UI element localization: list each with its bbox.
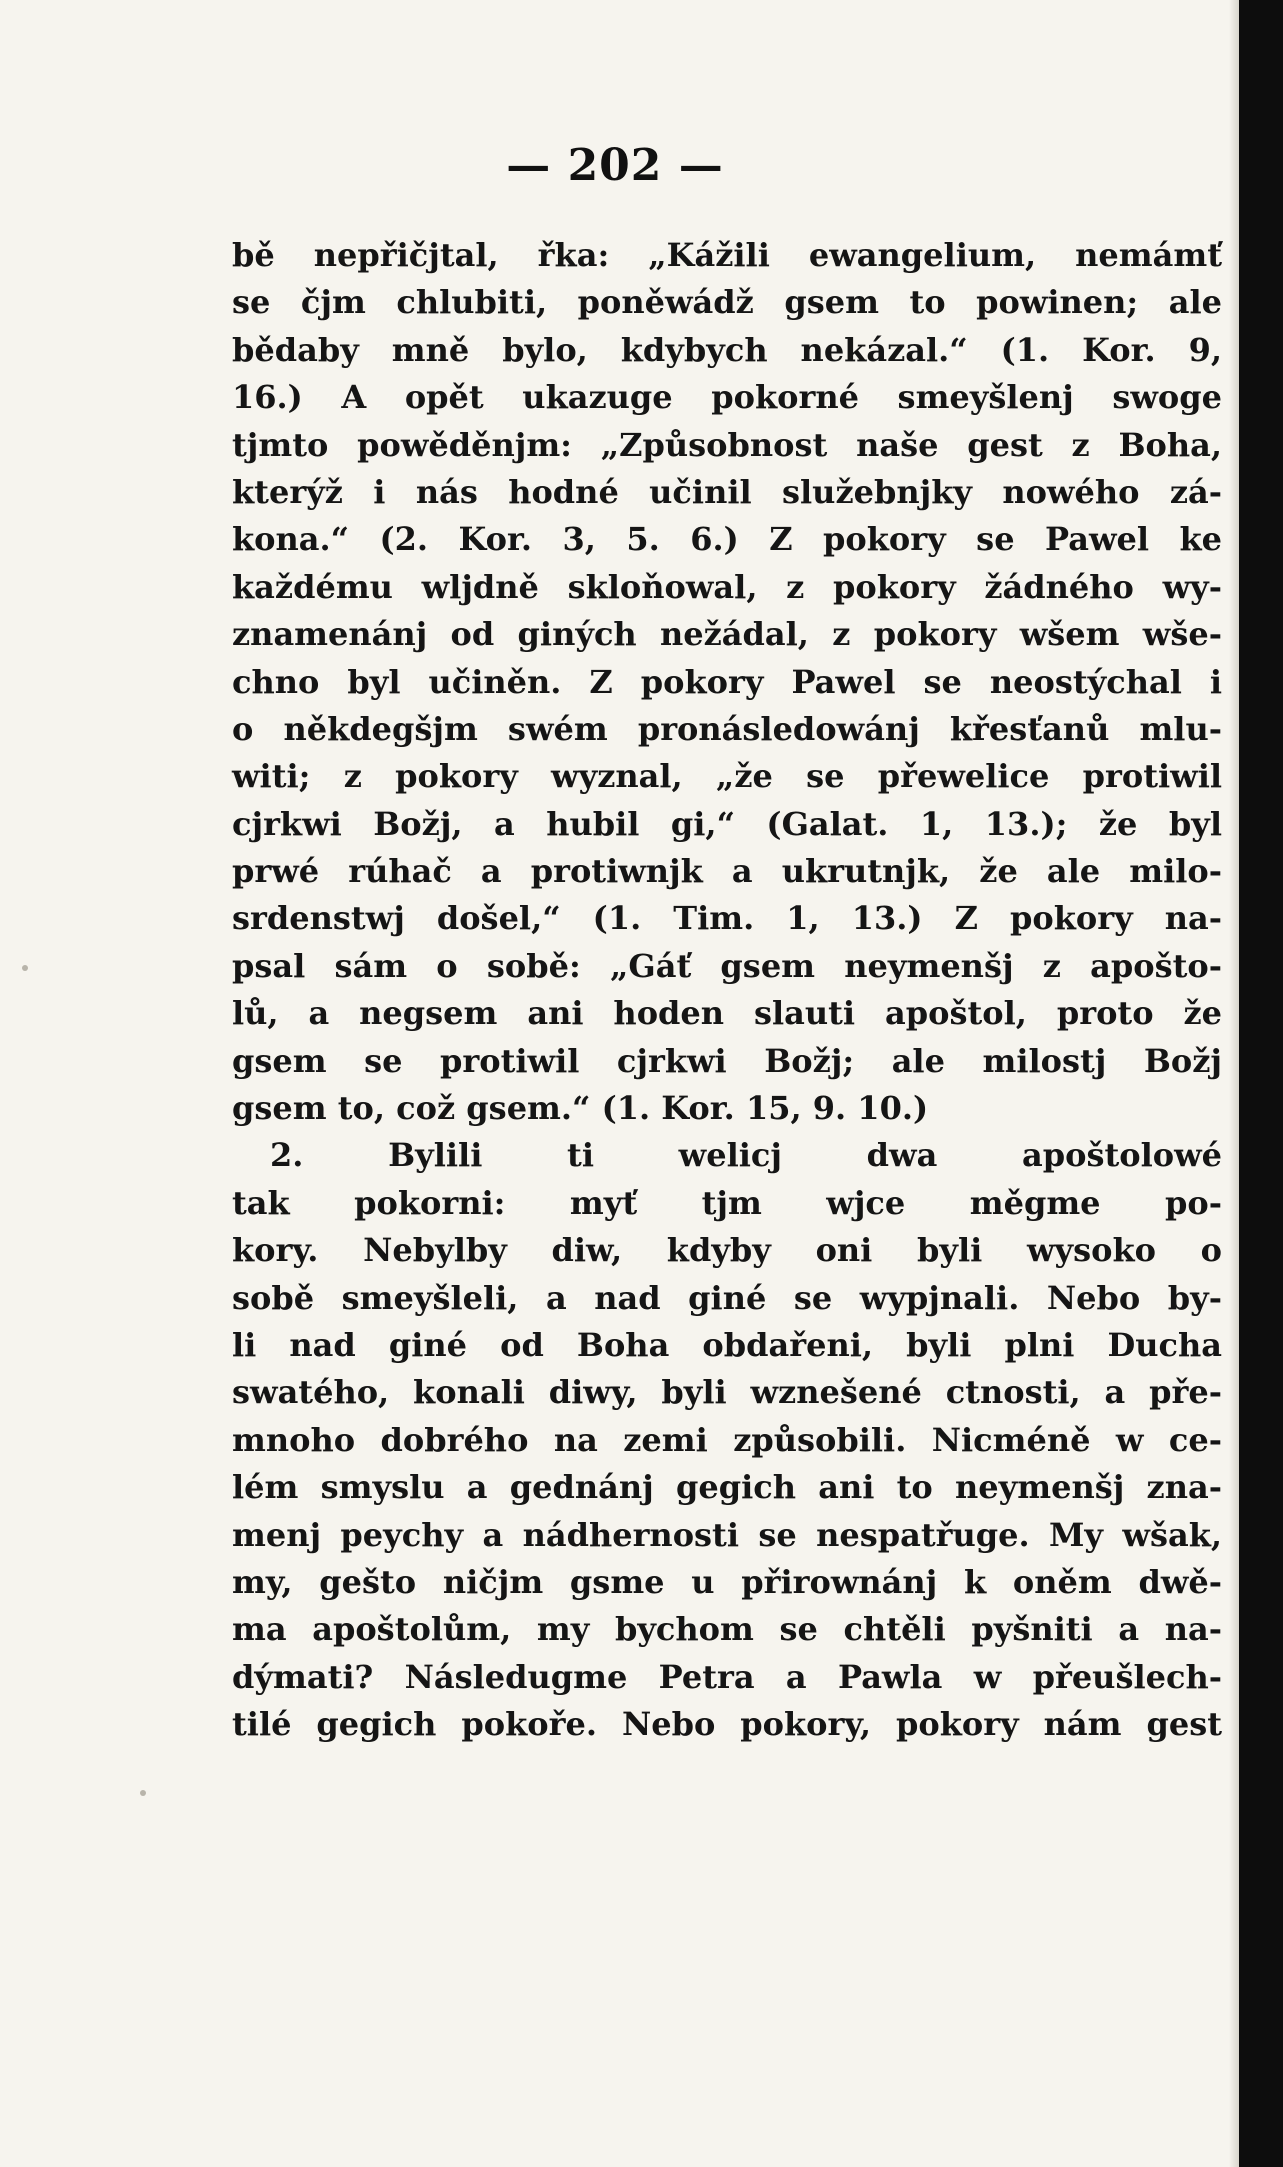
text-line: znamenánj od giných nežádal, z pokory wšem wše- [232,615,1222,654]
text-line: gsem se protiwil cjrkwi Božj; ale milostj Božj [232,1041,1222,1080]
text-line: my, gešto ničjm gsme u přirownánj k oněm dwě- [232,1562,1222,1601]
text-line: swatého, konali diwy, byli wznešené ctnosti, a pře- [232,1373,1222,1412]
text-line: se čjm chlubiti, poněwádž gsem to powinen; ale [232,283,1222,322]
text-line: gsem to, což gsem.“ (1. Kor. 15, 9. 10.) [232,1089,929,1128]
text-line: 16.) A opět ukazuge pokorné smeyšlenj swoge [232,378,1222,417]
text-line: chno byl učiněn. Z pokory Pawel se neostýchal i [232,662,1222,701]
text-line: srdenstwj došel,“ (1. Tim. 1, 13.) Z pokory na- [232,899,1222,938]
text-line: ma apoštolům, my bychom se chtěli pyšniti a na- [232,1610,1222,1649]
text-line: tilé gegich pokoře. Nebo pokory, pokory nám gest [232,1705,1222,1744]
text-line: witi; z pokory wyznal, „že se přewelice protiwil [232,757,1222,796]
section-heading-line: 2. Bylili ti welicj dwa apoštolowé [270,1136,1222,1175]
text-line: psal sám o sobě: „Gáť gsem neymenšj z apošto- [232,946,1222,985]
text-line: každému wljdně skloňowal, z pokory žádného wy- [232,567,1222,606]
text-line: o někdegšjm swém pronásledowánj křesťanů mlu- [232,709,1222,748]
text-line: kory. Nebylby diw, kdyby oni byli wysoko o [232,1231,1222,1270]
page-edge-shadow [1229,0,1239,2167]
text-line: tjmto powěděnjm: „Způsobnost naše gest z Boha, [232,425,1222,464]
text-line: prwé rúhač a protiwnjk a ukrutnjk, že ale milo- [232,852,1222,891]
text-line: bědaby mně bylo, kdybych nekázal.“ (1. Kor. 9, [232,330,1222,369]
text-line: kterýž i nás hodné učinil služebnjky nowého zá- [232,472,1222,511]
page-number: — 202 — [506,140,724,191]
text-line: lém smyslu a gednánj gegich ani to neymenšj zna- [232,1468,1222,1507]
text-line: cjrkwi Božj, a hubil gi,“ (Galat. 1, 13.); že byl [232,804,1222,843]
text-line: lů, a negsem ani hoden slauti apoštol, proto že [232,994,1222,1033]
text-line: bě nepřičjtal, řka: „Kážili ewangelium, nemámť [232,236,1222,274]
scan-speck [140,1790,146,1796]
text-line: kona.“ (2. Kor. 3, 5. 6.) Z pokory se Pawel ke [232,520,1222,559]
text-line: mnoho dobrého na zemi způsobili. Nicméně w ce- [232,1420,1222,1459]
scan-border [1239,0,1283,2167]
body-text [232,232,1222,1749]
scan-speck [22,965,28,971]
text-line: li nad giné od Boha obdařeni, byli plni Ducha [232,1325,1222,1364]
text-line: dýmati? Následugme Petra a Pawla w přeušlech- [232,1657,1222,1696]
text-line: sobě smeyšleli, a nad giné se wypjnali. Nebo by- [232,1278,1222,1317]
text-line: menj peychy a nádhernosti se nespatřuge. My wšak, [232,1515,1222,1554]
text-line: tak pokorni: myť tjm wjce měgme po- [232,1183,1222,1222]
